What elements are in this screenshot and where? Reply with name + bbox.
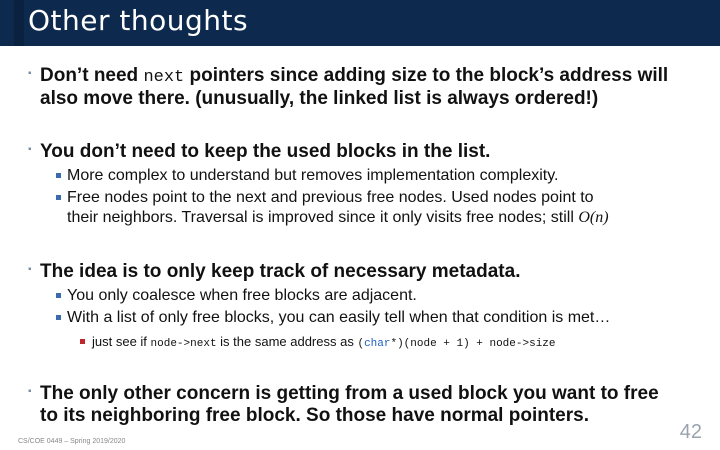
bullet-marker: ▪ bbox=[28, 386, 32, 397]
bullet-marker: ▪ bbox=[28, 264, 32, 275]
bullet-4-line-1: The only other concern is getting from a used block you want to free bbox=[40, 383, 659, 404]
bullet-2-sub-2-line-1: Free nodes point to the next and previous free nodes. Used nodes point to bbox=[67, 189, 594, 206]
title-accent bbox=[14, 0, 24, 46]
bullet-2-sub-1: More complex to understand but removes implementation complexity. bbox=[67, 167, 559, 184]
bullet-1-text-b: pointers since adding size to the block’s address will bbox=[184, 65, 669, 86]
subsub-code-keyword: char bbox=[364, 338, 391, 350]
subsub-code-2a: ( bbox=[357, 338, 365, 350]
bullet-marker: ▪ bbox=[28, 68, 32, 79]
bullet-2: You don’t need to keep the used blocks in the list. bbox=[40, 141, 491, 162]
subsub-code-1: node->next bbox=[150, 338, 217, 350]
sub-bullet-marker bbox=[56, 293, 61, 298]
bullet-2-sub-2-text: their neighbors. Traversal is improved since it only visits free nodes; still bbox=[67, 209, 579, 226]
slide-footer: CS/COE 0449 – Spring 2019/2020 bbox=[18, 438, 126, 445]
slide-title: Other thoughts bbox=[28, 4, 249, 37]
subsub-text-a: just see if bbox=[92, 334, 151, 349]
sub-bullet-marker bbox=[56, 315, 61, 320]
bullet-3-sub-sub bbox=[92, 334, 556, 352]
bullet-1-text-a: Don’t need bbox=[40, 65, 144, 86]
title-bar bbox=[0, 0, 720, 46]
subsub-text-b: is the same address as bbox=[216, 334, 358, 349]
bullet-2-sub-2-line-2 bbox=[67, 208, 609, 228]
bullet-3-sub-1: You only coalesce when free blocks are adjacent. bbox=[67, 287, 417, 304]
bullet-marker: ▪ bbox=[28, 144, 32, 155]
bullet-1-code: next bbox=[143, 68, 185, 87]
bullet-3: The idea is to only keep track of necessary metadata. bbox=[40, 261, 521, 282]
big-o-math: O(n) bbox=[578, 209, 609, 226]
page-number: 42 bbox=[679, 421, 702, 443]
bullet-1-line-1 bbox=[40, 64, 668, 89]
sub-bullet-marker bbox=[56, 195, 61, 200]
sub-bullet-marker bbox=[56, 173, 61, 178]
bullet-4-line-2: to its neighboring free block. So those have normal pointers. bbox=[40, 405, 589, 426]
subsub-code-2b: *)(node + 1) + node->size bbox=[390, 338, 556, 350]
bullet-3-sub-2: With a list of only free blocks, you can easily tell when that condition is met… bbox=[67, 309, 611, 326]
sub-sub-bullet-marker bbox=[80, 339, 85, 344]
bullet-1-line-2: also move there. (unusually, the linked list is always ordered!) bbox=[40, 88, 599, 109]
